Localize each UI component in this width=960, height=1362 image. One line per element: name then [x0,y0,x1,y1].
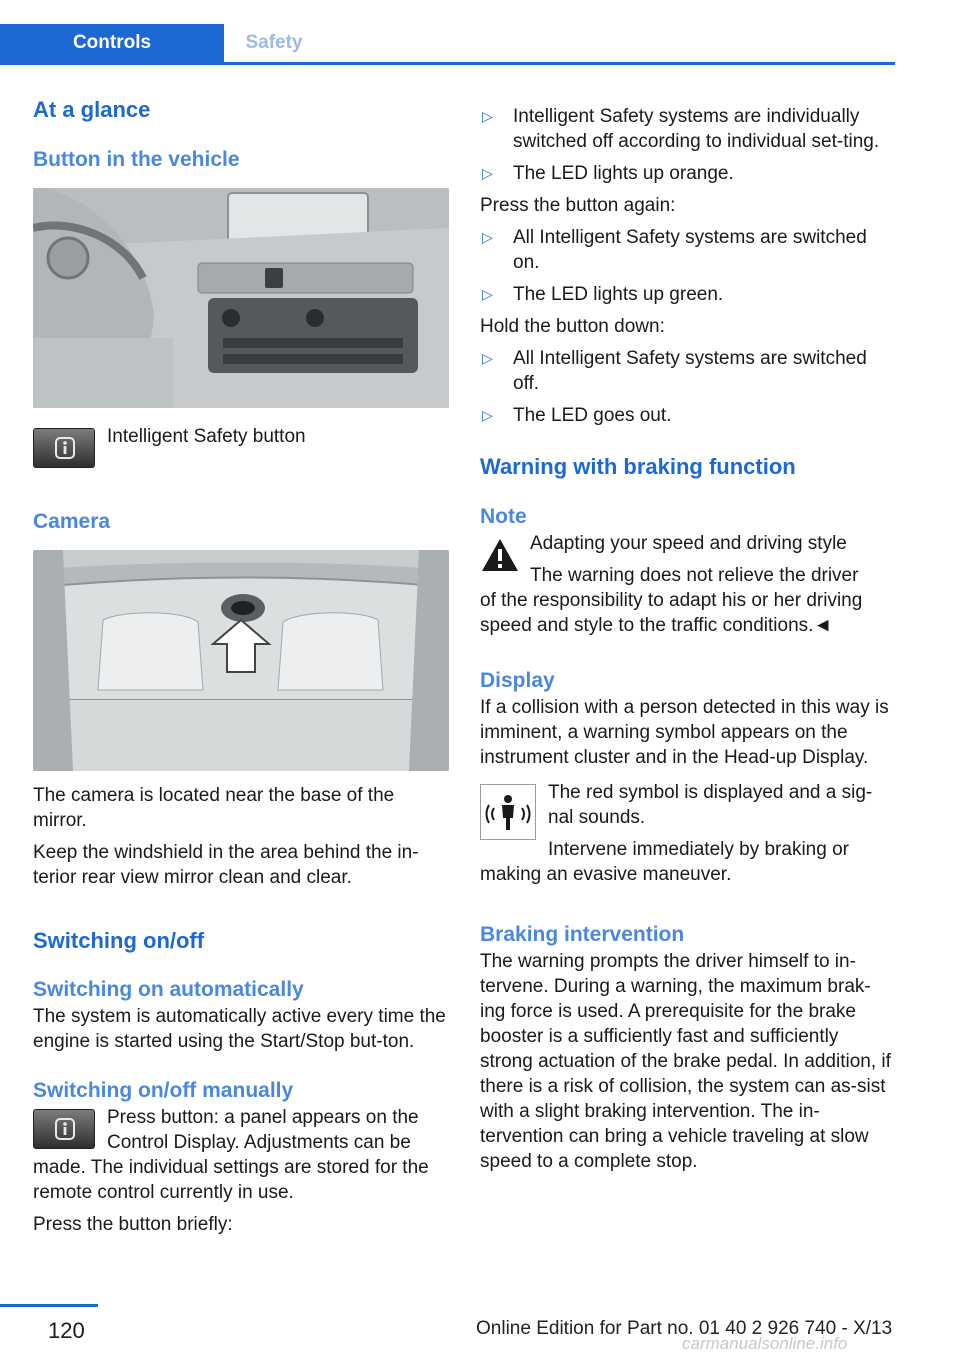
camera-photo [33,550,449,771]
heading-at-a-glance: At a glance [33,97,151,122]
manual-paragraph-2: made. The individual settings are stored for the remote control currently in use. [33,1157,429,1203]
intelligent-safety-button-icon [33,428,95,468]
heading-display: Display [480,669,555,692]
heading-switching-on-off-manually: Switching on/off manually [33,1079,294,1102]
triangle-bullet-icon: ▷ [482,286,493,302]
list-item: ▷ All Intelligent Safety systems are switched off. [482,348,867,394]
heading-camera: Camera [33,510,111,533]
note-rest: of the responsibility to adapt his or her driving speed and style to the traffic conditions.◄ [480,590,863,636]
pedestrian-warning-icon [480,784,536,840]
dashboard-photo [33,188,449,408]
manual-paragraph-1: Press button: a panel appears on the Control Display. Adjustments can be [107,1107,419,1153]
heading-button-in-vehicle: Button in the vehicle [33,148,240,171]
press-briefly-text: Press the button briefly: [33,1214,233,1235]
triangle-bullet-icon: ▷ [482,350,493,366]
page-number: 120 [48,1318,85,1343]
triangle-bullet-icon: ▷ [482,407,493,423]
list-item: ▷ The LED lights up green. [482,284,724,305]
tab-controls[interactable]: Controls [0,24,224,62]
triangle-bullet-icon: ▷ [482,108,493,124]
triangle-bullet-icon: ▷ [482,229,493,245]
left-column [33,96,449,1237]
intelligent-safety-button-icon [33,1109,95,1149]
watermark: carmanualsonline.info [682,1334,848,1353]
display-paragraph: If a collision with a person detected in this way is imminent, a warning symbol appears on the instrument cluster and in the Head-up Display. [480,697,889,768]
button-caption-row [33,428,449,468]
braking-paragraph: The warning prompts the driver himself to in‐tervene. During a warning, the maximum brak‐ing force is used. A prerequisite for the brake booster is a sufficiently fast and sufficiently strong actuation of the brake pedal. In addition, if there is a risk of collision, the system can as‐sist with a slight braking intervention. The in‐tervention can bring a vehicle traveling at slow speed to a complete stop. [480,951,891,1172]
press-again-list [480,225,896,307]
header-tabbar [0,24,895,65]
list-item: ▷ Intelligent Safety systems are individually switched off according to individual set‐ting. [482,106,880,152]
camera-paragraph-2: Keep the windshield in the area behind the in‐terior rear view mirror clean and clear. [33,842,419,888]
note-line: The warning does not relieve the driver [530,565,859,586]
camera-paragraph-1: The camera is located near the base of the mirror. [33,785,395,831]
press-again-text: Press the button again: [480,195,676,216]
symbol-paragraph-3: making an evasive maneuver. [480,864,732,885]
edition-text: Online Edition for Part no. 01 40 2 926 740 - X/13 [476,1318,893,1339]
list-item: ▷ The LED goes out. [482,405,672,426]
warning-triangle-icon [480,537,520,573]
symbol-paragraph-1: The red symbol is displayed and a sig‐nal sounds. [548,782,873,828]
heading-warning-with-braking: Warning with braking function [480,454,796,479]
hold-down-text: Hold the button down: [480,316,665,337]
heading-switching-on-automatically: Switching on automatically [33,978,304,1001]
button-caption: Intelligent Safety button [107,426,306,447]
note-title: Adapting your speed and driving style [530,533,847,554]
heading-note: Note [480,505,527,528]
hold-down-list [480,346,896,428]
list-item: ▷ All Intelligent Safety systems are switched on. [482,227,867,273]
auto-paragraph: The system is automatically active every time the engine is started using the Start/Stop but‐ton. [33,1006,446,1052]
right-column [480,96,896,1174]
triangle-bullet-icon: ▷ [482,165,493,181]
list-item: ▷ The LED lights up orange. [482,163,734,184]
heading-switching-on-off: Switching on/off [33,928,205,953]
manual-row [33,1105,449,1155]
brief-press-list [480,104,896,186]
symbol-row [480,780,896,862]
footer-rule [0,1304,98,1307]
heading-braking-intervention: Braking intervention [480,923,685,946]
symbol-paragraph-2: Intervene immediately by braking or [548,839,849,860]
note-row [480,531,896,588]
tab-safety[interactable]: Safety [245,32,303,53]
